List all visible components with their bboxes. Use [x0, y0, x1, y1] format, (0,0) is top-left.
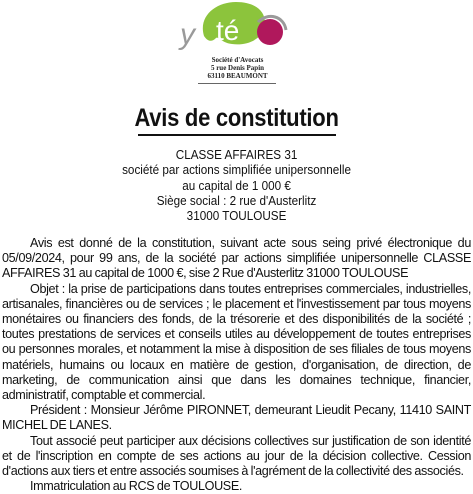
paragraph-registration: Immatriculation au RCS de TOULOUSE. — [30, 479, 243, 494]
company-header — [24, 147, 450, 223]
logo-dot-circle — [257, 19, 283, 45]
logo-letters-te: té — [216, 15, 240, 46]
company-seat: Siège social : 2 rue d'Austerlitz — [156, 192, 317, 208]
paragraph-president: Président : Monsieur Jérôme PIRONNET, demeurant Lieudit Pecany, 11410 SAINT MICHEL DE LANES. — [2, 403, 471, 433]
company-capital: au capital de 1 000 € — [182, 177, 291, 193]
notice-body — [2, 236, 471, 494]
company-form: société par actions simplifiée unipersonnelle — [122, 162, 352, 178]
logo-letter-y: y — [180, 18, 195, 51]
firm-name: Société d'Avocats — [211, 56, 264, 64]
company-name: CLASSE AFFAIRES 31 — [175, 147, 298, 162]
paragraph-constitution: Avis est donné de la constitution, suivant acte sous seing privé électronique du 05/09/2024, pour 99 ans, de la société par actions simplifiée unipersonnelle CLASSE AFFAIRES 31 au capital de 1000 €, sise 2 Rue d'Austerlitz 31000 TOULOUSE — [2, 236, 471, 281]
paragraph-decisions: Tout associé peut participer aux décisions collectives sur justification de son identité et de l'inscription en compte de ses actions au jour de la décision collective. Cession d'actions aux tiers et entre associés soumises à l'agrément de la collectivité des associés. — [2, 433, 471, 479]
firm-city: 63110 BEAUMONT — [207, 72, 268, 80]
company-city: 31000 TOULOUSE — [186, 208, 287, 224]
firm-address — [150, 56, 325, 80]
firm-divider — [198, 83, 276, 84]
title-underline — [138, 134, 336, 136]
notice-title: Avis de constitution — [134, 104, 339, 132]
firm-logo — [178, 2, 296, 54]
paragraph-object: Objet : la prise de participations dans toutes entreprises commerciales, industrielles, artisanales, financières ou de services ; le placement et l'investissement par tous moyens monétaires ou financiers des fonds, de la trésorerie et des disponibilités de la société ; toutes prestations de services et conseils utiles au développement de toutes entreprises ou personnes morales, et notamment la mise à disposition de ses filiales de tous moyens matériels, humains ou locaux en matière de gestion, d'organisation, de direction, de marketing, de communication ainsi que dans les domaines technique, financier, administratif, comptable et commercial. — [2, 281, 471, 403]
firm-street: 5 rue Denis Papin — [210, 64, 265, 72]
